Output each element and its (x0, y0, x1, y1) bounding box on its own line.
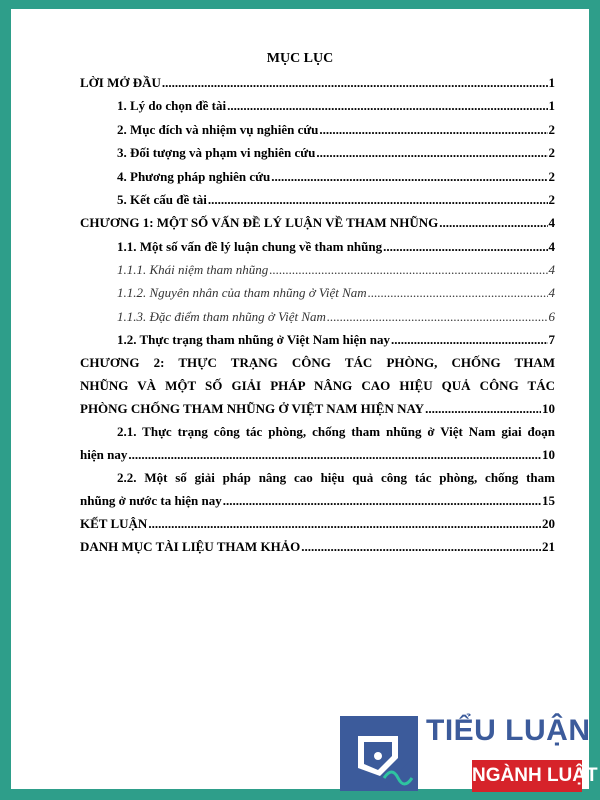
toc-entry[interactable]: 5. Kết cấu đề tài ..... 2 (80, 192, 555, 208)
toc-entry-line[interactable]: CHƯƠNG 2: THỰC TRẠNG CÔNG TÁC PHÒNG, CHỐNG THAM (80, 355, 555, 370)
toc-entry[interactable]: nhũng ở nước ta hiện nay ..... 15 (80, 493, 555, 509)
brand-logo (340, 714, 598, 791)
toc-entry[interactable]: PHÒNG CHỐNG THAM NHŨNG Ở VIỆT NAM HIỆN NAY ..... 10 (80, 401, 555, 417)
toc-entry[interactable]: 4. Phương pháp nghiên cứu ..... 2 (80, 169, 555, 185)
toc-entry[interactable]: DANH MỤC TÀI LIỆU THAM KHẢO ..... 21 (80, 539, 555, 555)
toc-entry[interactable]: 3. Đối tượng và phạm vi nghiên cứu ..... 2 (80, 145, 555, 161)
toc-entry[interactable]: 1.1.1. Khái niệm tham nhũng ..... 4 (80, 262, 555, 278)
toc-entry[interactable]: 1.1. Một số vấn đề lý luận chung về tham nhũng ..... 4 (80, 239, 555, 255)
toc-entry[interactable]: 2. Mục đích và nhiệm vụ nghiên cứu ..... 2 (80, 122, 555, 138)
toc-entry-line[interactable]: 2.1. Thực trạng công tác phòng, chống tham nhũng ở Việt Nam giai đoạn (117, 424, 555, 439)
document-page (11, 9, 598, 789)
toc-title: MỤC LỤC (266, 51, 334, 66)
toc-entry[interactable]: hiện nay ..... 10 (80, 447, 555, 463)
pen-nib-icon (340, 716, 418, 791)
toc-entry[interactable]: LỜI MỞ ĐẦU ..... 1 (80, 75, 555, 91)
toc-entry[interactable]: 1.1.2. Nguyên nhân của tham nhũng ở Việt Nam ..... 4 (80, 285, 555, 301)
toc-entry[interactable]: 1.2. Thực trạng tham nhũng ở Việt Nam hiện nay ..... 7 (80, 332, 555, 348)
toc-entry-line[interactable]: 2.2. Một số giải pháp nâng cao hiệu quả công tác phòng, chống tham (117, 470, 555, 485)
toc-entry[interactable]: 1. Lý do chọn đề tài ..... 1 (80, 98, 555, 114)
logo-title: TIỂU LUẬN (426, 714, 591, 747)
logo-subtitle: NGÀNH LUẬT (472, 760, 582, 792)
toc-entry[interactable]: CHƯƠNG 1: MỘT SỐ VẤN ĐỀ LÝ LUẬN VỀ THAM NHŨNG ..... 4 (80, 215, 555, 231)
toc-entry[interactable]: KẾT LUẬN ..... 20 (80, 516, 555, 532)
toc-entry[interactable]: 1.1.3. Đặc điểm tham nhũng ở Việt Nam ..... 6 (80, 309, 555, 325)
toc-entry-line[interactable]: NHŨNG VÀ MỘT SỐ GIẢI PHÁP NÂNG CAO HIỆU QUẢ CÔNG TÁC (80, 378, 555, 393)
